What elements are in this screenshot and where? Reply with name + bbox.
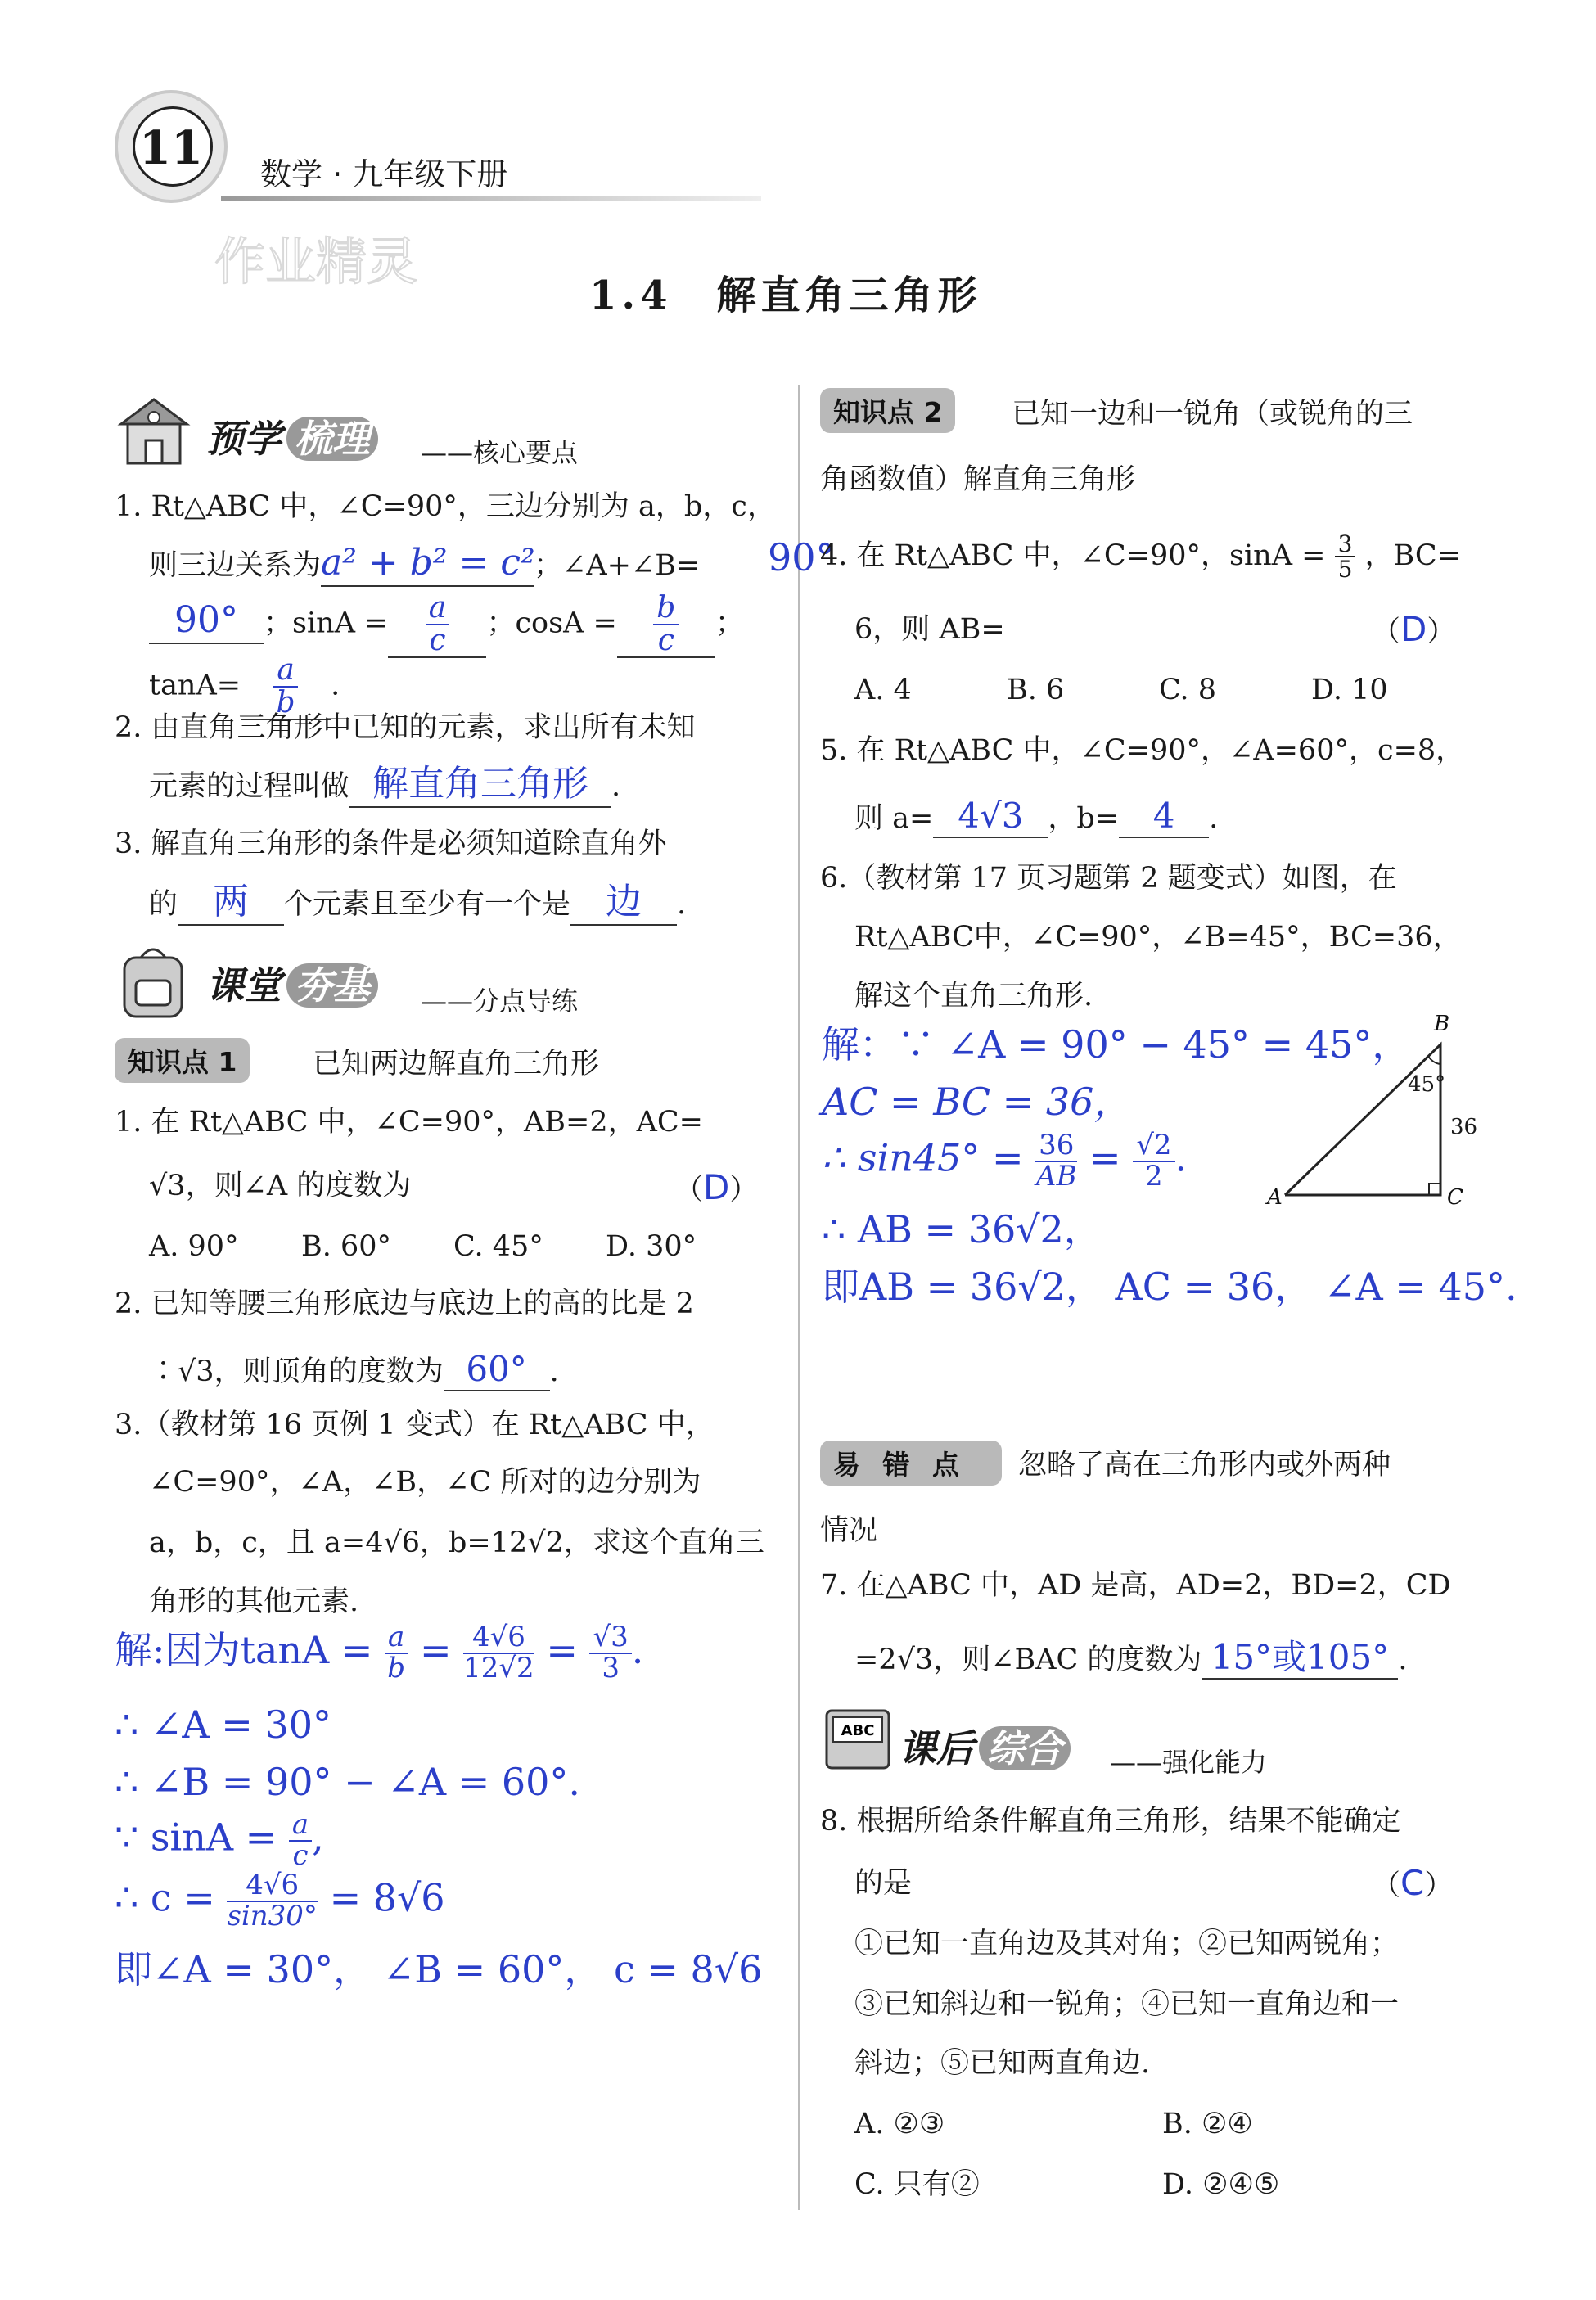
right-q6-solution-1: 解：∵ ∠A = 90° − 45° = 45°，	[822, 1022, 1410, 1067]
answer-angle-sum-overflow: 90°	[768, 535, 835, 580]
right-q6-solution-2: AC = BC = 36，	[822, 1080, 1132, 1124]
section-title-prep: 预学 梳理	[206, 409, 378, 463]
prep-q1-line4: tanA= $\frac{a}{b}$ .	[149, 653, 340, 719]
answer-q8: C	[1400, 1863, 1425, 1903]
book-icon	[820, 1702, 897, 1776]
kp1-title: 已知两边解直角三角形	[313, 1048, 600, 1080]
section-subtitle-class: ——分点导练	[421, 985, 579, 1017]
prep-q1-line3: 90° ；sinA = $\frac{a}{c}$ ；cosA = $\frac{b}{c}$ ；	[149, 593, 744, 658]
class-q2-line2: ∶√3，则顶角的度数为 60° .	[149, 1349, 559, 1391]
kp2-title-line2: 角函数值）解直角三角形	[820, 463, 1136, 496]
answer-term: 解直角三角形	[372, 763, 589, 805]
right-q6-solution-4: ∴ AB = 36√2，	[822, 1207, 1102, 1251]
lesson-title: 1.4 解直角三角形	[589, 273, 982, 318]
class-q3-line4: 角形的其他元素.	[149, 1585, 359, 1618]
right-q8-line2: 的是	[854, 1867, 913, 1900]
right-q8-option-d: D. ②④⑤	[1162, 2168, 1280, 2201]
right-q6-solution-3: ∴ sin45° = $\frac{36}{AB}$ = $\frac{√2}{2}$ .	[822, 1129, 1188, 1193]
right-q6-line3: 解这个直角三角形.	[854, 980, 1093, 1012]
page-number: 11	[139, 121, 203, 175]
class-q1-line2: √3，则∠A 的度数为	[149, 1170, 412, 1202]
error-badge: 易 错 点	[820, 1441, 1002, 1486]
class-q3-line1: 3.（教材第 16 页例 1 变式）在 Rt△ABC 中，	[115, 1409, 715, 1441]
error-title-line2: 情况	[820, 1514, 878, 1547]
svg-text:ABC: ABC	[841, 1722, 875, 1739]
right-q8-bracket: （C）	[1372, 1863, 1454, 1903]
answer-q5-a: 4√3	[958, 796, 1024, 836]
class-q3-solution-5: ∴ c = $\frac{4√6}{\sin 30^\circ}$ = 8√6	[115, 1869, 445, 1932]
column-divider	[798, 385, 800, 2210]
class-q3-solution-6: 即∠A = 30°， ∠B = 60°， c = 8√6	[115, 1947, 763, 1991]
class-q1-bracket: （D）	[674, 1167, 759, 1207]
section-title-class: 课堂 夯基	[206, 956, 378, 1010]
class-q3-solution-2: ∴ ∠A = 30°	[115, 1702, 331, 1747]
prep-q2-line2: 元素的过程叫做 解直角三角形 .	[149, 763, 620, 808]
class-q3-solution-1: 解:因为tanA = $\frac{a}{b}$ = $\frac{4√6}{12√2}$ = $\frac{√3}{3}$ .	[115, 1621, 644, 1684]
answer-sin: $\frac{a}{c}$	[426, 593, 449, 656]
class-q3-line2: ∠C=90°，∠A，∠B，∠C 所对的边分别为	[149, 1466, 701, 1499]
prep-q1-line1: 1. Rt△ABC 中，∠C=90°，三边分别为 a，b，c，	[115, 490, 776, 523]
right-q4-bracket: （D）	[1372, 609, 1456, 649]
right-q7-line2: =2√3，则∠BAC 的度数为 15°或105° .	[854, 1637, 1408, 1680]
class-q3-solution-3: ∴ ∠B = 90° − ∠A = 60°.	[115, 1760, 581, 1804]
right-q4-line1: 4. 在 Rt△ABC 中，∠C=90°，sinA = $\frac{3}{5}$ ，BC=	[820, 530, 1462, 584]
right-q6-line2: Rt△ABC中，∠C=90°，∠B=45°，BC=36，	[854, 921, 1462, 954]
figure-label-C: C	[1447, 1185, 1463, 1210]
prep-q3-line1: 3. 解直角三角形的条件是必须知道除直角外	[115, 828, 667, 860]
right-q5-line2: 则 a= 4√3 ，b= 4 .	[854, 796, 1218, 838]
section-title-after: 课后 综合	[899, 1719, 1071, 1773]
answer-cos: $\frac{b}{c}$	[653, 593, 679, 656]
answer-q1: D	[703, 1167, 730, 1207]
backpack-icon	[115, 940, 192, 1021]
right-q6-solution-5: 即AB = 36√2， AC = 36， ∠A = 45°.	[822, 1265, 1517, 1309]
figure-angle: 45°	[1408, 1072, 1446, 1097]
prep-q1-line2: 则三边关系为a² + b² = c²；∠A+∠B=	[149, 542, 700, 587]
right-q7-line1: 7. 在△ABC 中，AD 是高，AD=2，BD=2，CD	[820, 1569, 1451, 1602]
right-q8-line3: ①已知一直角边及其对角；②已知两锐角；	[854, 1928, 1400, 1960]
answer-count: 两	[213, 881, 250, 922]
school-icon	[113, 393, 195, 467]
right-q8-option-b: B. ②④	[1162, 2108, 1253, 2140]
class-q1-line1: 1. 在 Rt△ABC 中，∠C=90°，AB=2，AC=	[115, 1106, 703, 1139]
book-title: 数学 · 九年级下册	[260, 156, 508, 192]
right-q4-options: A. 4 B. 6 C. 8 D. 10	[854, 674, 1388, 706]
class-q1-options: A. 90° B. 60° C. 45° D. 30°	[149, 1230, 697, 1263]
watermark: 作业精灵	[214, 232, 418, 291]
answer-q5-b: 4	[1152, 796, 1175, 836]
right-q4-line2: 6，则 AB=	[854, 613, 1005, 646]
figure-label-A: A	[1267, 1185, 1283, 1210]
answer-q7: 15°或105°	[1211, 1637, 1390, 1677]
answer-side: 边	[606, 881, 642, 922]
class-q2-line1: 2. 已知等腰三角形底边与底边上的高的比是 2	[115, 1288, 694, 1320]
prep-q3-line2: 的 两 个元素且至少有一个是 边 .	[149, 881, 686, 926]
class-q3-solution-4: ∵ sinA = $\frac{a}{c}$ ,	[115, 1808, 324, 1872]
right-q8-line5: 斜边；⑤已知两直角边.	[854, 2047, 1151, 2080]
right-q8-line4: ③已知斜边和一锐角；④已知一直角边和一	[854, 1988, 1400, 2021]
right-q5-line1: 5. 在 Rt△ABC 中，∠C=90°，∠A=60°，c=8，	[820, 734, 1465, 767]
answer-angle-sum: 90°	[174, 599, 238, 642]
answer-q2: 60°	[466, 1349, 527, 1389]
answer-tan: $\frac{a}{b}$	[273, 655, 297, 719]
figure-side-length: 36	[1450, 1115, 1478, 1139]
error-title-line1: 忽略了高在三角形内或外两种	[1018, 1449, 1391, 1481]
right-q8-option-a: A. ②③	[854, 2108, 945, 2140]
header-rule	[221, 196, 761, 201]
kp2-badge: 知识点 2	[820, 388, 955, 433]
answer-q4: D	[1400, 609, 1427, 649]
right-q6-line1: 6.（教材第 17 页习题第 2 题变式）如图，在	[820, 862, 1397, 895]
kp1-badge: 知识点 1	[115, 1038, 250, 1083]
right-q8-line1: 8. 根据所给条件解直角三角形，结果不能确定	[820, 1805, 1401, 1838]
right-q8-option-c: C. 只有②	[854, 2168, 980, 2201]
section-subtitle-prep: ——核心要点	[421, 437, 579, 468]
triangle-figure	[1260, 1012, 1506, 1211]
section-subtitle-after: ——强化能力	[1110, 1747, 1268, 1778]
prep-q2-line1: 2. 由直角三角形中已知的元素，求出所有未知	[115, 711, 696, 744]
page-number-badge	[115, 90, 228, 203]
figure-label-B: B	[1434, 1012, 1450, 1036]
kp2-title-line1: 已知一边和一锐角（或锐角的三	[1012, 398, 1413, 431]
class-q3-line3: a，b，c，且 a=4√6，b=12√2，求这个直角三	[149, 1527, 764, 1559]
answer-relation: a² + b² = c²	[321, 542, 535, 584]
